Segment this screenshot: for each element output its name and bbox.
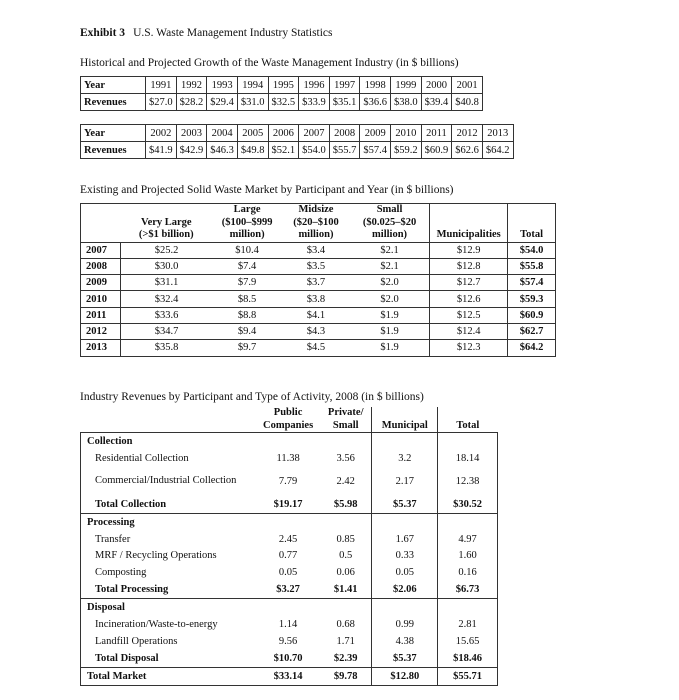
- table-row: [81, 616, 498, 633]
- value-cell: $18.46: [438, 650, 498, 667]
- header-line: million): [298, 229, 334, 240]
- value-cell: $1.9: [350, 340, 430, 356]
- revenue-cell: $57.4: [360, 142, 391, 159]
- year-cell: 1994: [237, 77, 268, 94]
- market-column-header: [212, 204, 282, 243]
- total-row: [81, 496, 498, 513]
- value-cell: $2.0: [350, 275, 430, 291]
- value-cell: 1.14: [278, 618, 298, 630]
- value-cell: $64.2: [508, 340, 556, 356]
- year-cell: 2008: [81, 258, 121, 274]
- year-cell: 2010: [391, 125, 422, 142]
- year-cell: 2007: [81, 242, 121, 258]
- market-column-header: [350, 204, 430, 243]
- year-cell: 2006: [268, 125, 299, 142]
- revenue-cell: $36.6: [360, 94, 391, 111]
- value-cell: $35.8: [120, 340, 212, 356]
- empty-cell: [372, 599, 438, 616]
- revenue-corner: [81, 407, 257, 433]
- value-cell: 7.79: [278, 475, 298, 487]
- value-cell: $25.2: [120, 242, 212, 258]
- value-cell: 0.5: [339, 550, 353, 562]
- year-label: Year: [81, 77, 146, 94]
- revenue-cell: $31.0: [237, 94, 268, 111]
- header-line: ($0.025–$20: [362, 216, 417, 228]
- empty-cell: [320, 599, 372, 616]
- table-row: [81, 242, 556, 258]
- revenue-column-header: [438, 407, 498, 433]
- value-cell: $2.1: [350, 258, 430, 274]
- year-cell: 2009: [81, 275, 121, 291]
- value-cell: $4.1: [282, 307, 350, 323]
- header-line: Private/: [327, 407, 364, 418]
- value-cell: $2.1: [350, 242, 430, 258]
- table-row: [81, 323, 556, 339]
- total-label: Total Disposal: [81, 650, 257, 667]
- total-label: Total Collection: [81, 496, 257, 513]
- year-cell: 1996: [299, 77, 330, 94]
- revenue-cell: $42.9: [176, 142, 207, 159]
- year-cell: 1992: [176, 77, 207, 94]
- empty-cell: [438, 433, 498, 450]
- row-label: Incineration/Waste-to-energy: [81, 616, 257, 633]
- value-cell: 1.71: [336, 635, 355, 647]
- empty-cell: [438, 599, 498, 616]
- empty-cell: [256, 599, 320, 616]
- revenue-column-header: [372, 407, 438, 433]
- year-cell: 2000: [421, 77, 452, 94]
- market-column-header: [282, 204, 350, 243]
- value-cell: 3.56: [336, 452, 355, 464]
- value-cell: 3.2: [372, 450, 438, 467]
- value-cell: $12.3: [430, 340, 508, 356]
- row-label: Landfill Operations: [81, 633, 257, 650]
- year-cell: 2010: [81, 291, 121, 307]
- year-cell: 2013: [81, 340, 121, 356]
- table-row: [81, 450, 498, 467]
- table-row: [81, 547, 498, 564]
- year-cell: 1997: [329, 77, 360, 94]
- revenue-table: [80, 407, 498, 686]
- empty-cell: [372, 513, 438, 530]
- year-cell: 2009: [360, 125, 391, 142]
- value-cell: $5.37: [372, 496, 438, 513]
- value-cell: 1.67: [372, 531, 438, 548]
- header-line: million): [372, 229, 408, 240]
- value-cell: $3.27: [276, 584, 300, 596]
- value-cell: 15.65: [438, 633, 498, 650]
- value-cell: 2.42: [336, 475, 355, 487]
- grand-total-row: [81, 667, 498, 685]
- year-cell: 2011: [81, 307, 121, 323]
- value-cell: 0.05: [372, 564, 438, 581]
- empty-cell: [372, 433, 438, 450]
- revenue-cell: $39.4: [421, 94, 452, 111]
- header-line: Large: [233, 204, 261, 215]
- exhibit-label: Exhibit 3: [80, 27, 126, 39]
- value-cell: 4.97: [438, 531, 498, 548]
- revenue-cell: $38.0: [391, 94, 422, 111]
- year-cell: 2008: [329, 125, 360, 142]
- value-cell: 9.56: [278, 635, 298, 647]
- revenue-cell: $52.1: [268, 142, 299, 159]
- value-cell: $12.8: [430, 258, 508, 274]
- value-cell: $10.70: [273, 652, 303, 664]
- value-cell: 4.38: [372, 633, 438, 650]
- value-cell: 18.14: [438, 450, 498, 467]
- value-cell: $2.06: [372, 581, 438, 598]
- table-row: [81, 531, 498, 548]
- value-cell: $59.3: [508, 291, 556, 307]
- revenue-cell: $40.8: [452, 94, 483, 111]
- value-cell: 0.33: [372, 547, 438, 564]
- market-column-header: [508, 204, 556, 243]
- value-cell: $12.5: [430, 307, 508, 323]
- table-row: [81, 275, 556, 291]
- total-row: [81, 581, 498, 598]
- value-cell: $8.5: [212, 291, 282, 307]
- row-label: Commercial/Industrial Collection: [81, 467, 257, 496]
- value-cell: $5.98: [333, 498, 358, 510]
- header-line: ($100–$999: [221, 216, 273, 228]
- value-cell: $5.37: [372, 650, 438, 667]
- year-cell: 2011: [421, 125, 452, 142]
- value-cell: $32.4: [120, 291, 212, 307]
- value-cell: $7.4: [212, 258, 282, 274]
- revenue-cell: $46.3: [207, 142, 238, 159]
- grand-total-label: Total Market: [81, 667, 257, 685]
- value-cell: $2.0: [350, 291, 430, 307]
- header-line: Small: [332, 419, 359, 431]
- value-cell: $12.9: [430, 242, 508, 258]
- value-cell: 0.77: [278, 550, 298, 562]
- year-cell: 2001: [452, 77, 483, 94]
- year-cell: 2012: [452, 125, 483, 142]
- value-cell: 0.85: [336, 533, 355, 545]
- revenue-cell: $59.2: [391, 142, 422, 159]
- table-row: [81, 258, 556, 274]
- header-line: (>$1 billion): [138, 229, 194, 240]
- revenue-label: Revenues: [81, 94, 146, 111]
- market-column-header: [120, 204, 212, 243]
- growth-table-2002-2013: [80, 124, 514, 159]
- value-cell: $55.71: [438, 667, 498, 685]
- year-cell: 1993: [207, 77, 238, 94]
- section-title: Disposal: [81, 599, 257, 616]
- empty-cell: [256, 513, 320, 530]
- value-cell: 12.38: [438, 467, 498, 496]
- empty-cell: [256, 433, 320, 450]
- header-line: Small: [376, 204, 403, 215]
- year-label: Year: [81, 125, 146, 142]
- header-line: million): [229, 229, 265, 240]
- revenue-cell: $35.1: [329, 94, 360, 111]
- total-row: [81, 650, 498, 667]
- revenue-cell: $33.9: [299, 94, 330, 111]
- market-caption: Existing and Projected Solid Waste Market by Participant and Year (in $ billions): [80, 184, 454, 196]
- revenue-cell: $60.9: [421, 142, 452, 159]
- header-line: Municipalities: [436, 229, 501, 240]
- section-title: Processing: [81, 513, 257, 530]
- market-column-header: [430, 204, 508, 243]
- year-cell: 2004: [207, 125, 238, 142]
- header-line: Public: [273, 407, 303, 418]
- empty-cell: [320, 513, 372, 530]
- value-cell: $4.3: [282, 323, 350, 339]
- value-cell: $1.9: [350, 323, 430, 339]
- revenue-cell: $55.7: [329, 142, 360, 159]
- value-cell: $3.4: [282, 242, 350, 258]
- revenue-label: Revenues: [81, 142, 146, 159]
- value-cell: 2.45: [278, 533, 298, 545]
- value-cell: $57.4: [508, 275, 556, 291]
- value-cell: $33.6: [120, 307, 212, 323]
- section-row: [81, 433, 498, 450]
- revenue-cell: $64.2: [482, 142, 513, 159]
- market-corner: [81, 204, 121, 243]
- value-cell: $19.17: [273, 498, 303, 510]
- year-cell: 2003: [176, 125, 207, 142]
- value-cell: $1.9: [350, 307, 430, 323]
- revenue-cell: $62.6: [452, 142, 483, 159]
- empty-cell: [320, 433, 372, 450]
- table-row: [81, 340, 556, 356]
- value-cell: 0.99: [372, 616, 438, 633]
- revenue-caption: Industry Revenues by Participant and Type of Activity, 2008 (in $ billions): [80, 391, 424, 403]
- value-cell: $12.7: [430, 275, 508, 291]
- year-cell: 2005: [237, 125, 268, 142]
- value-cell: $60.9: [508, 307, 556, 323]
- total-label: Total Processing: [81, 581, 257, 598]
- value-cell: $7.9: [212, 275, 282, 291]
- year-cell: 2002: [146, 125, 177, 142]
- growth-table-1991-2001: [80, 76, 483, 111]
- value-cell: 2.81: [438, 616, 498, 633]
- header-line: Very Large: [140, 216, 192, 228]
- revenue-column-header: [320, 407, 372, 433]
- value-cell: $30.52: [438, 496, 498, 513]
- value-cell: $1.41: [333, 584, 358, 596]
- revenue-cell: $54.0: [299, 142, 330, 159]
- value-cell: 1.60: [438, 547, 498, 564]
- header-line: Midsize: [298, 204, 334, 215]
- value-cell: $31.1: [120, 275, 212, 291]
- value-cell: $4.5: [282, 340, 350, 356]
- value-cell: 0.05: [278, 567, 298, 579]
- row-label: Transfer: [81, 531, 257, 548]
- value-cell: $9.78: [320, 667, 372, 685]
- growth-caption: Historical and Projected Growth of the Waste Management Industry (in $ billions): [80, 57, 459, 69]
- value-cell: $3.8: [282, 291, 350, 307]
- revenue-cell: $41.9: [146, 142, 177, 159]
- year-cell: 1998: [360, 77, 391, 94]
- value-cell: $3.5: [282, 258, 350, 274]
- exhibit-title: [80, 27, 333, 39]
- value-cell: $33.14: [256, 667, 320, 685]
- revenue-cell: $49.8: [237, 142, 268, 159]
- value-cell: $12.4: [430, 323, 508, 339]
- table-row: [81, 307, 556, 323]
- header-line: Municipal: [381, 419, 428, 431]
- empty-cell: [438, 513, 498, 530]
- section-row: [81, 513, 498, 530]
- header-line: Companies: [263, 419, 314, 431]
- table-row: [81, 291, 556, 307]
- year-cell: 1995: [268, 77, 299, 94]
- year-cell: 2013: [482, 125, 513, 142]
- value-cell: $6.73: [438, 581, 498, 598]
- value-cell: $30.0: [120, 258, 212, 274]
- year-cell: 1999: [391, 77, 422, 94]
- value-cell: 0.68: [336, 618, 355, 630]
- value-cell: $10.4: [212, 242, 282, 258]
- value-cell: $2.39: [333, 652, 358, 664]
- table-row: [81, 633, 498, 650]
- value-cell: $12.6: [430, 291, 508, 307]
- year-cell: 2007: [299, 125, 330, 142]
- year-cell: 1991: [146, 77, 177, 94]
- revenue-cell: $27.0: [146, 94, 177, 111]
- year-cell: 2012: [81, 323, 121, 339]
- value-cell: $12.80: [372, 667, 438, 685]
- header-line: Total: [456, 419, 480, 431]
- header-line: ($20–$100: [293, 216, 339, 228]
- value-cell: $9.4: [212, 323, 282, 339]
- value-cell: $34.7: [120, 323, 212, 339]
- value-cell: 11.38: [276, 452, 300, 464]
- value-cell: 0.16: [438, 564, 498, 581]
- exhibit-heading: U.S. Waste Management Industry Statistics: [133, 27, 333, 39]
- value-cell: $54.0: [508, 242, 556, 258]
- value-cell: $3.7: [282, 275, 350, 291]
- row-label: MRF / Recycling Operations: [81, 547, 257, 564]
- section-row: [81, 599, 498, 616]
- value-cell: $55.8: [508, 258, 556, 274]
- value-cell: 0.06: [336, 567, 355, 579]
- market-table: [80, 203, 556, 357]
- section-title: Collection: [81, 433, 257, 450]
- table-row: [81, 564, 498, 581]
- value-cell: 2.17: [372, 467, 438, 496]
- value-cell: $8.8: [212, 307, 282, 323]
- row-label: Composting: [81, 564, 257, 581]
- revenue-column-header: [256, 407, 320, 433]
- revenue-cell: $29.4: [207, 94, 238, 111]
- revenue-cell: $32.5: [268, 94, 299, 111]
- revenue-cell: $28.2: [176, 94, 207, 111]
- value-cell: $62.7: [508, 323, 556, 339]
- table-row: [81, 467, 498, 496]
- value-cell: $9.7: [212, 340, 282, 356]
- row-label: Residential Collection: [81, 450, 257, 467]
- header-line: Total: [520, 229, 544, 240]
